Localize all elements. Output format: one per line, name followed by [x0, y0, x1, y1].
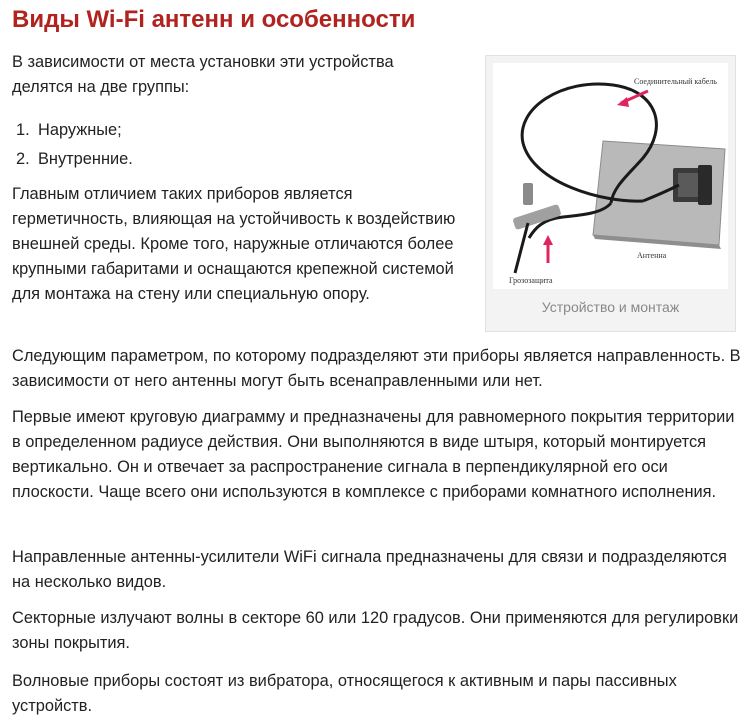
- label-cable: Соединительный кабель: [634, 77, 717, 86]
- intro-paragraph: В зависимости от места установки эти устройства делятся на две группы:: [12, 53, 394, 96]
- list-item-number: 2.: [16, 150, 30, 168]
- label-lightning: Грозозащита: [509, 276, 553, 285]
- paragraph-wave: Волновые приборы состоят из вибратора, относящегося к активным и пары пассивных устройств.: [12, 672, 677, 715]
- list-item-label: Наружные;: [38, 121, 122, 139]
- paragraph-directional: Направленные антенны-усилители WiFi сигнала предназначены для связи и подразделяются на несколько видов.: [12, 548, 727, 591]
- paragraph-sector: Секторные излучают волны в секторе 60 или 120 градусов. Они применяются для регулировки зоны покрытия.: [12, 609, 739, 652]
- list-item-number: 1.: [16, 121, 30, 139]
- paragraph-hermetic: Главным отличием таких приборов является герметичность, влияющая на устойчивость к воздействию внешней среды. Кроме того, наружные отличаются более крупными габаритами и оснащаются крепежной системой для монтажа на стену или специальную опору.: [12, 185, 456, 303]
- list-item: [12, 145, 133, 174]
- list-item: [12, 116, 133, 145]
- figure-caption: Устройство и монтаж: [541, 299, 680, 315]
- antenna-illustration: [493, 63, 728, 289]
- antenna-figure: [485, 55, 736, 332]
- label-antenna: Антенна: [637, 251, 667, 260]
- paragraph-directionality: Следующим параметром, по которому подразделяют эти приборы является направленность. В зависимости от него антенны могут быть всенаправленными или нет.: [12, 347, 741, 390]
- paragraph-omnidirectional: Первые имеют круговую диаграмму и предназначены для равномерного покрытия территории в определенном радиусе действия. Они выполняются в виде штыря, который монтируется вертикально. Он и отвечает за распространение сигнала в перпендикулярной его оси плоскости. Чаще всего они используются в комплексе с приборами комнатного исполнения.: [12, 408, 735, 501]
- groups-list: [12, 116, 133, 174]
- list-item-label: Внутренние.: [38, 150, 133, 168]
- page-title: Виды Wi-Fi антенн и особенности: [12, 6, 416, 33]
